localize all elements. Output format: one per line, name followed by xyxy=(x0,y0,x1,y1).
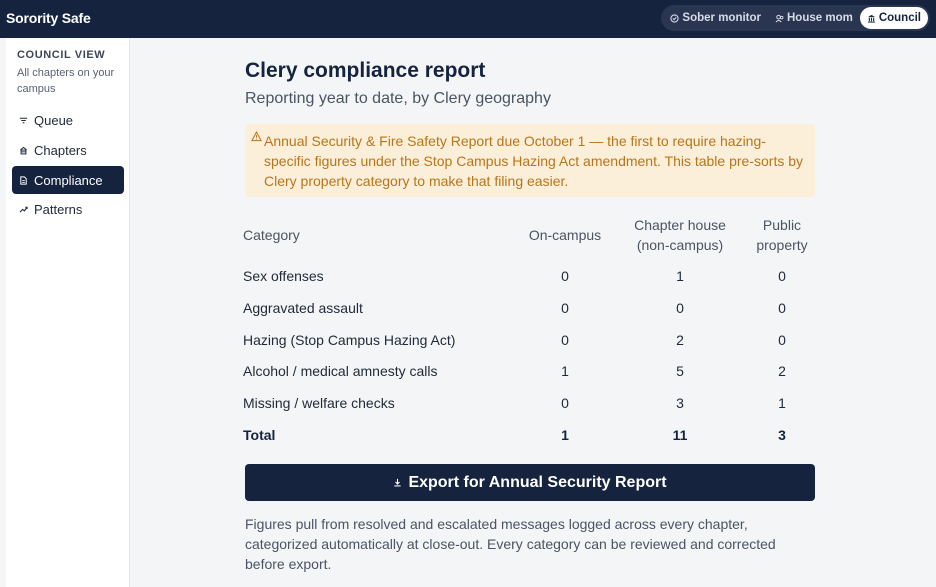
row-public: 2 xyxy=(778,363,786,379)
sidebar-heading: COUNCIL VIEW xyxy=(17,49,106,61)
row-on-campus: 0 xyxy=(561,332,569,348)
header-line: (non-campus) xyxy=(636,237,724,253)
column-header-chapter-house xyxy=(625,215,735,255)
sidebar-item-compliance[interactable] xyxy=(12,166,124,194)
page-subtitle: Reporting year to date, by Clery geography xyxy=(245,90,551,107)
sidebar-item-patterns[interactable] xyxy=(12,195,124,223)
sidebar-item-label: Chapters xyxy=(34,142,87,158)
sidebar xyxy=(6,38,130,587)
warning-icon xyxy=(251,131,262,142)
download-icon xyxy=(393,478,402,487)
top-bar xyxy=(0,0,936,38)
app-brand: Sorority Safe xyxy=(6,10,91,26)
sidebar-item-chapters[interactable] xyxy=(12,136,124,164)
row-category: Sex offenses xyxy=(243,268,324,284)
role-label: Council xyxy=(878,12,921,24)
row-chapter-house: 1 xyxy=(676,268,684,284)
sidebar-subheading: All chapters on your campus xyxy=(17,67,115,95)
header-line: Chapter house xyxy=(634,217,726,233)
column-header-public-property xyxy=(742,215,822,255)
row-chapter-house: 3 xyxy=(676,395,684,411)
role-council[interactable] xyxy=(860,7,928,29)
sidebar-item-label: Patterns xyxy=(34,201,83,217)
banner-text: Annual Security & Fire Safety Report due October 1 — the first to require hazing-specific figures under the Stop Campus Hazing Act amendment. This table pre-sorts by Clery property category to make that filing easier. xyxy=(264,133,804,189)
row-on-campus: 0 xyxy=(561,300,569,316)
shield-icon xyxy=(670,14,679,23)
building-icon xyxy=(867,14,876,23)
sidebar-item-queue[interactable] xyxy=(12,106,124,134)
role-house-mom[interactable] xyxy=(768,7,860,29)
column-header-category: Category xyxy=(243,227,300,243)
column-header-on-campus: On-campus xyxy=(528,227,602,243)
export-button[interactable] xyxy=(245,464,815,501)
row-chapter-house: 5 xyxy=(676,363,684,379)
deadline-banner xyxy=(245,124,815,197)
row-category: Hazing (Stop Campus Hazing Act) xyxy=(243,332,456,348)
export-button-label: Export for Annual Security Report xyxy=(408,473,667,491)
row-category: Alcohol / medical amnesty calls xyxy=(243,363,438,379)
header-line: property xyxy=(756,237,808,253)
trend-icon xyxy=(19,205,28,214)
role-sober-monitor[interactable] xyxy=(663,7,768,29)
row-public: 1 xyxy=(778,395,786,411)
total-on-campus: 1 xyxy=(561,427,569,443)
row-on-campus: 1 xyxy=(561,363,569,379)
total-label: Total xyxy=(243,427,276,443)
role-label: Sober monitor xyxy=(682,12,761,24)
row-public: 0 xyxy=(778,332,786,348)
row-chapter-house: 0 xyxy=(676,300,684,316)
footnote: Figures pull from resolved and escalated messages logged across every chapter, categorized automatically at close-out. Every category can be reviewed and corrected before export. xyxy=(245,516,776,572)
filter-icon xyxy=(19,116,28,125)
role-label: House mom xyxy=(787,12,853,24)
page-title: Clery compliance report xyxy=(245,59,486,82)
row-public: 0 xyxy=(778,300,786,316)
sidebar-item-label: Queue xyxy=(34,112,74,128)
document-icon xyxy=(19,176,28,185)
sidebar-item-label: Compliance xyxy=(34,172,103,188)
house-icon xyxy=(19,146,28,155)
row-chapter-house: 2 xyxy=(676,332,684,348)
header-line: Public xyxy=(762,217,802,233)
total-public: 3 xyxy=(778,427,786,443)
row-category: Missing / welfare checks xyxy=(243,395,395,411)
row-category: Aggravated assault xyxy=(243,300,363,316)
row-public: 0 xyxy=(778,268,786,284)
row-on-campus: 0 xyxy=(561,395,569,411)
person-icon xyxy=(775,14,784,23)
row-on-campus: 0 xyxy=(561,268,569,284)
role-switcher xyxy=(661,5,930,31)
total-chapter-house: 11 xyxy=(672,427,688,443)
